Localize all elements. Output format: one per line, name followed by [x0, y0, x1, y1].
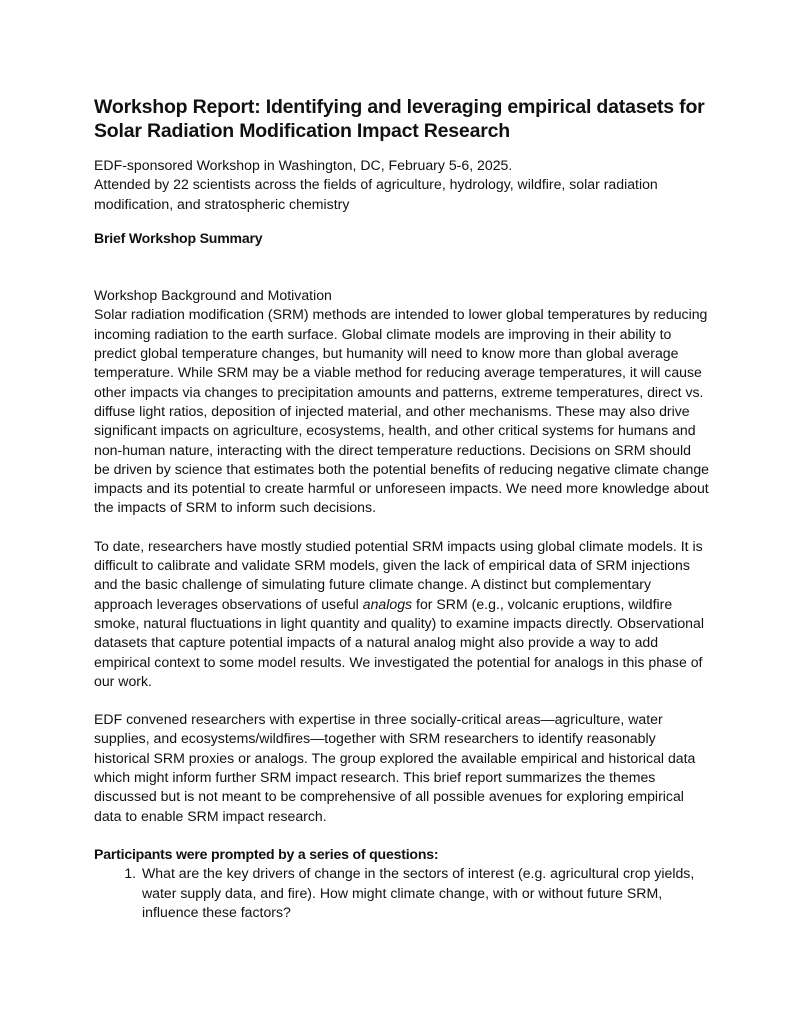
workshop-attendance: Attended by 22 scientists across the fields of agriculture, hydrology, wildfire, solar radiation modification, and stratospheric chemistry — [94, 176, 658, 212]
analogs-emphasis: analogs — [362, 595, 413, 612]
background-paragraph-3: EDF convened researchers with expertise in three socially-critical areas—agriculture, water supplies, and ecosystems/wildfires—together with SRM researchers to identify reasonably historical SRM proxies or analogs. The group explored the available empirical and historical data which might inform further SRM impact research. This brief report summarizes the themes discussed but is not meant to be comprehensive of all possible avenues for exploring empirical data to enable SRM impact research. — [94, 711, 696, 824]
document-page — [94, 95, 710, 922]
paragraph-2-text-a: To date, researchers have mostly studied potential SRM impacts using global climate models. It is difficult to calibrate and validate SRM models, given the lack of empirical data of SRM injections and the basic challenge of simulating future climate change. A distinct but complementary approach leverages observations of useful — [94, 537, 703, 612]
background-heading: Workshop Background and Motivation — [94, 287, 332, 304]
question-item: 1. What are the key drivers of change in the sectors of interest (e.g. agricultural crop yields, water supply data, and fire). How might climate change, with or without future SRM, influence these factors? — [140, 864, 710, 922]
workshop-meta — [94, 156, 710, 214]
workshop-location-date: EDF-sponsored Workshop in Washington, DC, February 5-6, 2025. — [94, 157, 513, 173]
summary-heading: Brief Workshop Summary — [94, 229, 263, 246]
report-title: Workshop Report: Identifying and leveraging empirical datasets for Solar Radiation Modification Impact Research — [94, 96, 705, 142]
questions-list — [94, 864, 710, 922]
paragraph-2-text-b: for SRM (e.g., volcanic eruptions, wildfire smoke, natural fluctuations in light quantity and quality) to examine impacts directly. Observational datasets that capture potential impacts of a natural analog might also provide a way to add empirical context to some model results. We investigated the potential for analogs in this phase of our work. — [94, 595, 704, 689]
questions-heading: Participants were prompted by a series of questions: — [94, 845, 439, 862]
background-paragraph-2 — [94, 537, 710, 691]
background-paragraph-1: Solar radiation modification (SRM) methods are intended to lower global temperatures by reducing incoming radiation to the earth surface. Global climate models are improving in their ability to predict global temperature changes, but humanity will need to know more than global average temperature. While SRM may be a viable method for reducing average temperatures, it will cause other impacts via changes to precipitation amounts and patterns, extreme temperatures, direct vs. diffuse light ratios, deposition of injected material, and other mechanisms. These may also drive significant impacts on agriculture, ecosystems, health, and other critical systems for humans and non-human nature, interacting with the direct temperature reductions. Decisions on SRM should be driven by science that estimates both the potential benefits of reducing negative climate change impacts and its potential to create harmful or unforeseen impacts. We need more knowledge about the impacts of SRM to inform such decisions. — [94, 306, 710, 516]
